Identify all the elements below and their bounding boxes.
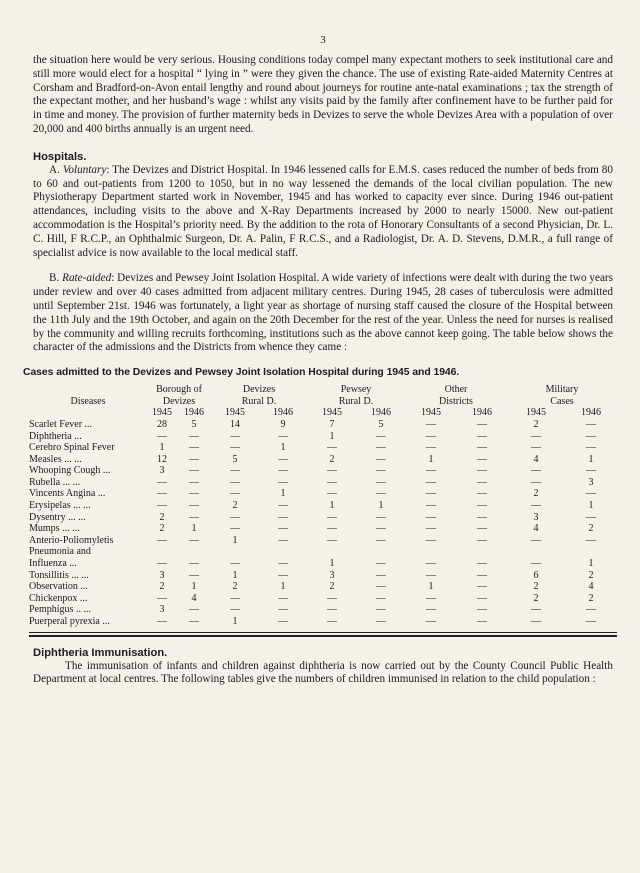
disease-label: Cerebro Spinal Fever: [29, 442, 115, 454]
case-count: —: [531, 616, 541, 628]
case-count: 2: [533, 592, 539, 604]
disease-label: Pneumonia and: [29, 546, 91, 558]
rate-aided-paragraph: [33, 272, 613, 355]
group-header-military: Military: [545, 384, 579, 396]
voluntary-prefix: A.: [49, 163, 60, 176]
year-header: 1946: [273, 407, 293, 419]
table-row: [29, 488, 617, 500]
table-row: [29, 546, 617, 558]
disease-label: Puerperal pyrexia: [29, 616, 100, 628]
year-header-row: [29, 407, 617, 419]
case-count: 2: [329, 581, 335, 593]
case-count: 14: [230, 418, 240, 430]
case-count: —: [531, 534, 541, 546]
leader-dots: ... ...: [62, 476, 81, 488]
year-header: 1945: [152, 407, 172, 419]
case-count: —: [189, 511, 199, 523]
case-count: —: [327, 476, 337, 488]
case-count: —: [230, 430, 240, 442]
disease-label: Influenza: [29, 558, 67, 570]
case-count: —: [426, 616, 436, 628]
case-count: —: [477, 604, 487, 616]
case-count: 1: [378, 500, 384, 512]
case-count: —: [376, 592, 386, 604]
case-count: —: [376, 558, 386, 570]
disease-name: [29, 523, 147, 535]
case-count: —: [477, 511, 487, 523]
case-count: 2: [588, 523, 594, 535]
case-count: 28: [157, 418, 167, 430]
voluntary-text: : The Devizes and District Hospital. In 1946 lessened calls for E.M.S. cases reduced the number of beds from 80 to 60 and out-patients from 1200 to 1050, but in no way lessened the demands of the local civilian population. The new Physiotherapy Department started work in November, 1945 and has worked to capacity ever since. During 1946 out-patient attendances, including visits to the above and X-Ray Departments increased by 2000 to nearly 15000. New out-patient accommodation is the Hospital’s priority need. By the addition to the rota of Honorary Consultants of a second Physician, Dr. L. C. Hill, F R.C.P., an Ophthalmic Surgeon, Dr. A. Palin, F R.C.S., and a Radiologist, Dr. A. D. Stevens, D.M.R., a full range of specialist advice is now available to the local medical staff.: [33, 163, 613, 259]
case-count: —: [477, 500, 487, 512]
case-count: —: [531, 442, 541, 454]
case-count: —: [189, 534, 199, 546]
disease-label: Observation: [29, 581, 78, 593]
case-count: —: [531, 500, 541, 512]
disease-name: [29, 477, 147, 489]
case-count: —: [586, 511, 596, 523]
voluntary-paragraph: [33, 164, 613, 261]
case-count: 12: [157, 453, 167, 465]
case-count: —: [477, 523, 487, 535]
case-count: —: [376, 523, 386, 535]
case-count: —: [278, 500, 288, 512]
case-count: —: [230, 592, 240, 604]
case-count: —: [189, 465, 199, 477]
case-count: —: [477, 592, 487, 604]
disease-label: Dysentry ...: [29, 511, 76, 523]
case-count: —: [327, 616, 337, 628]
case-count: —: [157, 616, 167, 628]
table-row: [29, 570, 617, 582]
leader-dots: ...: [84, 418, 93, 430]
case-count: —: [586, 430, 596, 442]
voluntary-label: Voluntary: [62, 163, 107, 176]
case-count: —: [278, 569, 288, 581]
case-count: —: [586, 534, 596, 546]
leader-dots: ... ...: [62, 523, 80, 535]
case-count: [507, 546, 565, 558]
case-count: —: [376, 581, 386, 593]
case-count: —: [278, 430, 288, 442]
case-count: —: [426, 500, 436, 512]
group-subheader-devizes-rural: Rural D.: [241, 395, 277, 407]
case-count: [307, 546, 357, 558]
case-count: —: [230, 511, 240, 523]
table-body: [29, 419, 617, 628]
disease-name: [29, 570, 147, 582]
case-count: —: [426, 488, 436, 500]
intro-paragraph: the situation here would be very serious. Housing conditions today compel many expectant mothers to seek institutional care and still more would elect for a hospital “ lying in ” were they given the chance. The use of existing Rate-aided Maternity Centres at Corsham and Bradford-on-Avon entail lengthy and round about journeys for routine ante-natal examinations ; tax the strength of the expectant mother, and her husband’s wage : whilst any visits paid by the family after confinement have to be further paid for in time and money. The provision of further maternity beds in Devizes to serve the whole Devizes Area with a population of over 20,000 and 400 births annually is an urgent need.: [33, 54, 613, 135]
case-count: —: [189, 430, 199, 442]
table-row: [29, 593, 617, 605]
case-count: —: [189, 453, 199, 465]
case-count: [147, 546, 177, 558]
year-header: 1946: [371, 407, 391, 419]
case-count: —: [426, 604, 436, 616]
document-page: [23, 34, 614, 687]
diphtheria-paragraph: The immunisation of infants and children against diphtheria is now carried out by the County Council Public Health Department at local centres. The following tables give the numbers of children immunised in relation to the child population :: [33, 659, 613, 686]
disease-name: [29, 442, 147, 454]
case-count: 1: [280, 581, 286, 593]
case-count: —: [278, 453, 288, 465]
case-count: —: [278, 558, 288, 570]
table-row: [29, 604, 617, 616]
case-count: —: [477, 569, 487, 581]
case-count: —: [230, 442, 240, 454]
table-row: [29, 465, 617, 477]
case-count: —: [278, 616, 288, 628]
case-count: —: [327, 592, 337, 604]
case-count: —: [586, 604, 596, 616]
case-count: [405, 546, 457, 558]
case-count: 4: [588, 581, 594, 593]
year-header: 1945: [322, 407, 342, 419]
case-count: 1: [329, 430, 335, 442]
case-count: —: [327, 604, 337, 616]
case-count: 9: [280, 418, 286, 430]
case-count: —: [477, 418, 487, 430]
case-count: —: [189, 476, 199, 488]
case-count: 2: [232, 500, 238, 512]
case-count: —: [426, 592, 436, 604]
group-subheader-pewsey: Rural D.: [338, 395, 374, 407]
disease-label: Mumps: [29, 523, 60, 535]
case-count: —: [157, 592, 167, 604]
case-count: —: [477, 616, 487, 628]
case-count: 1: [329, 500, 335, 512]
case-count: 2: [588, 592, 594, 604]
case-count: —: [157, 430, 167, 442]
disease-label: Scarlet Fever: [29, 418, 83, 430]
case-count: 1: [280, 442, 286, 454]
disease-name: [29, 454, 147, 466]
case-count: —: [426, 465, 436, 477]
case-count: —: [157, 500, 167, 512]
case-count: —: [477, 581, 487, 593]
case-count: 1: [588, 500, 594, 512]
group-header-pewsey: Pewsey: [340, 384, 372, 396]
leader-dots: ...: [102, 465, 111, 477]
rate-aided-prefix: B.: [49, 272, 60, 285]
case-count: 2: [159, 581, 165, 593]
case-count: —: [189, 558, 199, 570]
disease-name: [29, 488, 147, 500]
disease-name: [29, 465, 147, 477]
disease-name: [29, 558, 147, 570]
case-count: —: [189, 500, 199, 512]
case-count: —: [157, 476, 167, 488]
disease-label: Whooping Cough: [29, 465, 101, 477]
table-row: [29, 431, 617, 443]
leader-dots: ...: [74, 430, 82, 442]
case-count: —: [327, 442, 337, 454]
case-count: —: [586, 488, 596, 500]
case-count: 2: [533, 581, 539, 593]
case-count: —: [426, 430, 436, 442]
case-count: 6: [533, 569, 539, 581]
year-header: 1946: [581, 407, 601, 419]
case-count: —: [376, 604, 386, 616]
table-row: [29, 558, 617, 570]
case-count: —: [477, 534, 487, 546]
case-count: 1: [232, 534, 238, 546]
year-header: 1945: [526, 407, 546, 419]
table-row: [29, 581, 617, 593]
case-count: 4: [533, 523, 539, 535]
admissions-table: [29, 384, 617, 627]
case-count: —: [230, 476, 240, 488]
case-count: 1: [280, 488, 286, 500]
disease-name: [29, 546, 147, 558]
case-count: 3: [329, 569, 335, 581]
case-count: —: [327, 465, 337, 477]
group-subheader-other: Districts: [439, 395, 473, 407]
case-count: —: [426, 558, 436, 570]
case-count: —: [376, 488, 386, 500]
case-count: —: [477, 558, 487, 570]
group-header-other: Other: [444, 384, 468, 396]
case-count: 2: [159, 511, 165, 523]
case-count: —: [189, 569, 199, 581]
leader-dots: ...: [102, 616, 110, 628]
case-count: 2: [533, 488, 539, 500]
disease-label: Measles: [29, 453, 62, 465]
case-count: —: [586, 465, 596, 477]
hospitals-heading: Hospitals.: [33, 150, 87, 163]
case-count: —: [376, 442, 386, 454]
disease-name: [29, 604, 147, 616]
case-count: [259, 546, 307, 558]
case-count: —: [376, 616, 386, 628]
case-count: [457, 546, 507, 558]
disease-label: Rubella: [29, 476, 61, 488]
case-count: —: [278, 511, 288, 523]
disease-label: Tonsillitis ...: [29, 569, 79, 581]
case-count: —: [230, 488, 240, 500]
case-count: —: [189, 488, 199, 500]
table-row: [29, 616, 617, 628]
case-count: 2: [588, 569, 594, 581]
case-count: 1: [232, 616, 238, 628]
group-header-devizes-rural: Devizes: [242, 384, 276, 396]
case-count: —: [327, 511, 337, 523]
case-count: —: [376, 430, 386, 442]
case-count: —: [278, 523, 288, 535]
case-count: 1: [588, 558, 594, 570]
disease-name: [29, 593, 147, 605]
case-count: 1: [428, 581, 434, 593]
table-row: [29, 500, 617, 512]
case-count: —: [376, 476, 386, 488]
case-count: —: [230, 604, 240, 616]
case-count: —: [477, 453, 487, 465]
case-count: [565, 546, 617, 558]
disease-name: [29, 500, 147, 512]
case-count: —: [376, 465, 386, 477]
case-count: —: [477, 442, 487, 454]
leader-dots: ...: [83, 604, 91, 616]
case-count: —: [327, 534, 337, 546]
diphtheria-heading: Diphtheria Immunisation.: [33, 646, 168, 659]
table-row: [29, 535, 617, 547]
case-count: —: [278, 465, 288, 477]
case-count: —: [531, 558, 541, 570]
case-count: —: [426, 523, 436, 535]
group-subheader-military: Cases: [550, 395, 574, 407]
case-count: —: [477, 488, 487, 500]
rate-aided-text: : Devizes and Pewsey Joint Isolation Hospital. A wide variety of infections were dealt with during the two years under review and over 40 cases admitted from adjacent military centres. During 1945, 28 cases of tuberculosis were admitted until September 21st. 1946 was fortunately, a light year as shortage of nursing staff caused the closure of the Hospital between the 11th July and the 19th October, and again on the 20th December for the rest of the year. Unless the need for nurses is realised by the community and willing recruits forthcoming, institutions such as the above cannot keep going. The table below shows the character of the admissions and the Districts from whence they came :: [33, 272, 614, 354]
group-header-borough: Borough of: [156, 384, 202, 396]
case-count: —: [230, 523, 240, 535]
table-row: [29, 419, 617, 431]
case-count: 3: [159, 465, 165, 477]
disease-name: [29, 581, 147, 593]
disease-label: Diphtheria: [29, 430, 72, 442]
case-count: —: [327, 523, 337, 535]
case-count: —: [477, 465, 487, 477]
case-count: [211, 546, 259, 558]
case-count: 5: [378, 418, 384, 430]
case-count: 3: [588, 476, 594, 488]
case-count: —: [278, 604, 288, 616]
year-header: 1945: [421, 407, 441, 419]
year-header: 1945: [225, 407, 245, 419]
page-number: 3: [320, 34, 326, 46]
rate-aided-label: Rate-aided: [62, 272, 112, 285]
case-count: 3: [533, 511, 539, 523]
disease-name: [29, 535, 147, 547]
table-row: [29, 454, 617, 466]
leader-dots: ... ...: [64, 453, 82, 465]
case-count: —: [189, 616, 199, 628]
case-count: —: [278, 534, 288, 546]
table-row: [29, 523, 617, 535]
case-count: —: [477, 476, 487, 488]
disease-name: [29, 512, 147, 524]
case-count: 2: [159, 523, 165, 535]
case-count: 1: [232, 569, 238, 581]
case-count: 4: [533, 453, 539, 465]
leader-dots: ...: [97, 488, 106, 500]
table-caption: Cases admitted to the Devizes and Pewsey Joint Isolation Hospital during 1945 and 1946.: [23, 367, 460, 379]
case-count: 5: [191, 418, 197, 430]
disease-label: Chickenpox: [29, 592, 78, 604]
year-header: 1946: [184, 407, 204, 419]
group-subheader-borough: Devizes: [162, 395, 196, 407]
table-rule-thin: [29, 632, 617, 633]
case-count: —: [157, 558, 167, 570]
case-count: —: [531, 430, 541, 442]
case-count: —: [376, 569, 386, 581]
case-count: 1: [428, 453, 434, 465]
case-count: —: [531, 476, 541, 488]
case-count: —: [586, 418, 596, 430]
case-count: —: [157, 488, 167, 500]
case-count: —: [586, 442, 596, 454]
leader-dots: ...: [80, 581, 88, 593]
case-count: —: [157, 534, 167, 546]
case-count: —: [426, 569, 436, 581]
year-header: 1946: [472, 407, 492, 419]
case-count: 5: [232, 453, 238, 465]
table-row: [29, 477, 617, 489]
case-count: 3: [159, 604, 165, 616]
case-count: 1: [191, 581, 197, 593]
disease-label: Vincents Angina: [29, 488, 96, 500]
case-count: 7: [329, 418, 335, 430]
disease-name: [29, 419, 147, 431]
case-count: 2: [329, 453, 335, 465]
case-count: —: [230, 465, 240, 477]
case-count: —: [376, 511, 386, 523]
case-count: —: [189, 604, 199, 616]
case-count: 4: [191, 592, 197, 604]
case-count: —: [586, 616, 596, 628]
disease-label: Erysipelas ...: [29, 500, 81, 512]
case-count: 1: [159, 442, 165, 454]
case-count: 2: [232, 581, 238, 593]
case-count: —: [531, 604, 541, 616]
case-count: —: [376, 534, 386, 546]
case-count: [177, 546, 211, 558]
case-count: —: [278, 592, 288, 604]
case-count: 3: [159, 569, 165, 581]
case-count: 2: [533, 418, 539, 430]
leader-dots: ...: [78, 511, 86, 523]
case-count: —: [426, 511, 436, 523]
case-count: 1: [191, 523, 197, 535]
case-count: —: [426, 442, 436, 454]
case-count: —: [230, 558, 240, 570]
table-row: [29, 512, 617, 524]
case-count: [357, 546, 405, 558]
leader-dots: ...: [69, 558, 77, 570]
leader-dots: ...: [79, 592, 88, 604]
disease-label: Anterio-Poliomyletis: [29, 534, 114, 546]
case-count: —: [327, 488, 337, 500]
case-count: —: [426, 476, 436, 488]
leader-dots: ...: [81, 569, 89, 581]
table-row: [29, 442, 617, 454]
case-count: 1: [588, 453, 594, 465]
leader-dots: ...: [83, 500, 91, 512]
case-count: 1: [329, 558, 335, 570]
case-count: —: [477, 430, 487, 442]
disease-name: [29, 431, 147, 443]
disease-name: [29, 616, 147, 628]
disease-label: Pemphigus ..: [29, 604, 81, 616]
diseases-header: Diseases: [70, 395, 106, 407]
case-count: —: [426, 534, 436, 546]
case-count: —: [189, 442, 199, 454]
case-count: —: [278, 476, 288, 488]
case-count: —: [376, 453, 386, 465]
case-count: —: [531, 465, 541, 477]
case-count: —: [426, 418, 436, 430]
